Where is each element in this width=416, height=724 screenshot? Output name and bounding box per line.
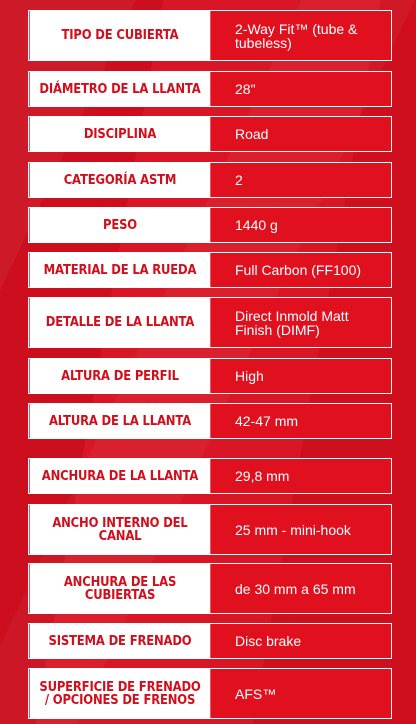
spec-value: High <box>235 368 264 384</box>
spec-row-braking-surface <box>28 668 392 719</box>
spec-value: 42-47 mm <box>235 413 299 429</box>
spec-label: ALTURA DE PERFIL <box>30 359 211 393</box>
spec-row-internal-width <box>28 504 392 555</box>
spec-value: 25 mm - mini-hook <box>235 521 351 538</box>
spec-value: Direct Inmold Matt Finish (DIMF) <box>235 307 349 338</box>
spec-row-discipline <box>28 116 392 152</box>
spec-row-rim-width <box>28 458 392 494</box>
spec-row-profile-height <box>28 358 392 394</box>
spec-row-brake-system <box>28 623 392 659</box>
spec-label: ANCHURA DE LAS CUBIERTAS <box>30 564 211 613</box>
spec-label: SUPERFICIE DE FRENADO / OPCIONES DE FRENOS <box>30 669 211 718</box>
spec-row-astm-category <box>28 162 392 198</box>
spec-label: ALTURA DE LA LLANTA <box>30 404 211 438</box>
spec-row-rim-detail <box>28 297 392 348</box>
spec-row-wheel-material <box>28 252 392 288</box>
spec-value: 2 <box>235 172 243 188</box>
spec-value: de 30 mm a 65 mm <box>235 580 356 597</box>
spec-row-tire-type <box>28 10 392 61</box>
spec-value: 2-Way Fit™ (tube & tubeless) <box>235 20 358 51</box>
spec-label: ANCHURA DE LA LLANTA <box>30 459 211 493</box>
spec-value: 1440 g <box>235 217 278 233</box>
spec-value: AFS™ <box>235 685 277 702</box>
spec-row-weight <box>28 207 392 243</box>
spec-label: TIPO DE CUBIERTA <box>30 11 211 60</box>
spec-value: Full Carbon (FF100) <box>235 262 362 278</box>
spec-label: SISTEMA DE FRENADO <box>30 624 211 658</box>
spec-value: Disc brake <box>235 633 302 649</box>
spec-value: 29,8 mm <box>235 468 290 484</box>
spec-label: MATERIAL DE LA RUEDA <box>30 253 211 287</box>
spec-label: DISCIPLINA <box>30 117 211 151</box>
spec-label: ANCHO INTERNO DEL CANAL <box>30 505 211 554</box>
spec-value: Road <box>235 126 269 142</box>
spec-row-rim-height <box>28 403 392 439</box>
spec-label: DETALLE DE LA LLANTA <box>30 298 211 347</box>
spec-label: PESO <box>30 208 211 242</box>
spec-row-tire-width <box>28 563 392 614</box>
spec-label: DIÁMETRO DE LA LLANTA <box>30 72 211 106</box>
spec-label: CATEGORÍA ASTM <box>30 163 211 197</box>
spec-row-rim-diameter <box>28 71 392 107</box>
spec-value: 28" <box>235 81 256 97</box>
